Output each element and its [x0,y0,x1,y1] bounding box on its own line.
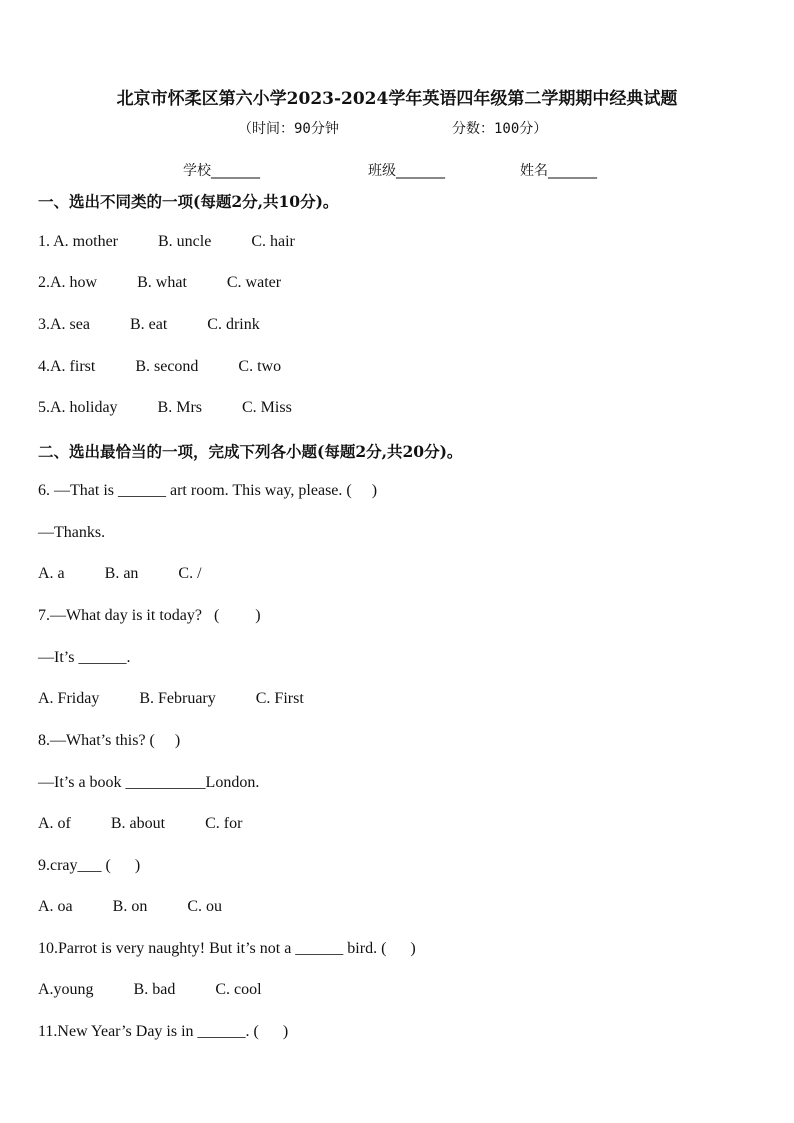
question-2: 2.A. how B. what C. water [38,274,282,291]
question-1: 1. A. mother B. uncle C. hair [38,233,295,250]
name-field: 姓名_______ [520,163,597,179]
question-8-options: A. of B. about C. for [38,815,243,832]
question-6-answer: —Thanks. [38,524,106,541]
question-6: 6. —That is ______ art room. This way, please. ( ) [38,482,378,499]
question-9-options: A. oa B. on C. ou [38,898,222,915]
question-7-answer: —It’s ______. [38,649,131,666]
exam-title: 北京市怀柔区第六小学2023-2024学年英语四年级第二学期期中经典试题 [116,89,678,109]
question-3: 3.A. sea B. eat C. drink [38,316,260,333]
question-8-answer: —It’s a book __________London. [38,774,260,791]
question-11: 11.New Year’s Day is in ______. ( ) [38,1023,289,1040]
exam-time: （时间：90分钟 [238,121,339,137]
question-7: 7.—What day is it today? ( ) [38,607,261,624]
school-field: 学校_______ [183,163,260,179]
question-10-options: A.young B. bad C. cool [38,981,262,998]
section-one-heading: 一、选出不同类的一项(每题2分,共10分)。 [38,192,339,211]
section-two-heading: 二、选出最恰当的一项，完成下列各小题(每题2分,共20分)。 [38,442,463,461]
question-9: 9.cray___ ( ) [38,857,141,874]
question-6-options: A. a B. an C. / [38,565,202,582]
exam-score: 分数：100分） [452,121,548,137]
question-10: 10.Parrot is very naughty! But it’s not a ______ bird. ( ) [38,940,416,957]
question-7-options: A. Friday B. February C. First [38,690,304,707]
question-8: 8.—What’s this? ( ) [38,732,181,749]
question-5: 5.A. holiday B. Mrs C. Miss [38,399,292,416]
question-4: 4.A. first B. second C. two [38,358,282,375]
class-field: 班级_______ [368,163,445,179]
